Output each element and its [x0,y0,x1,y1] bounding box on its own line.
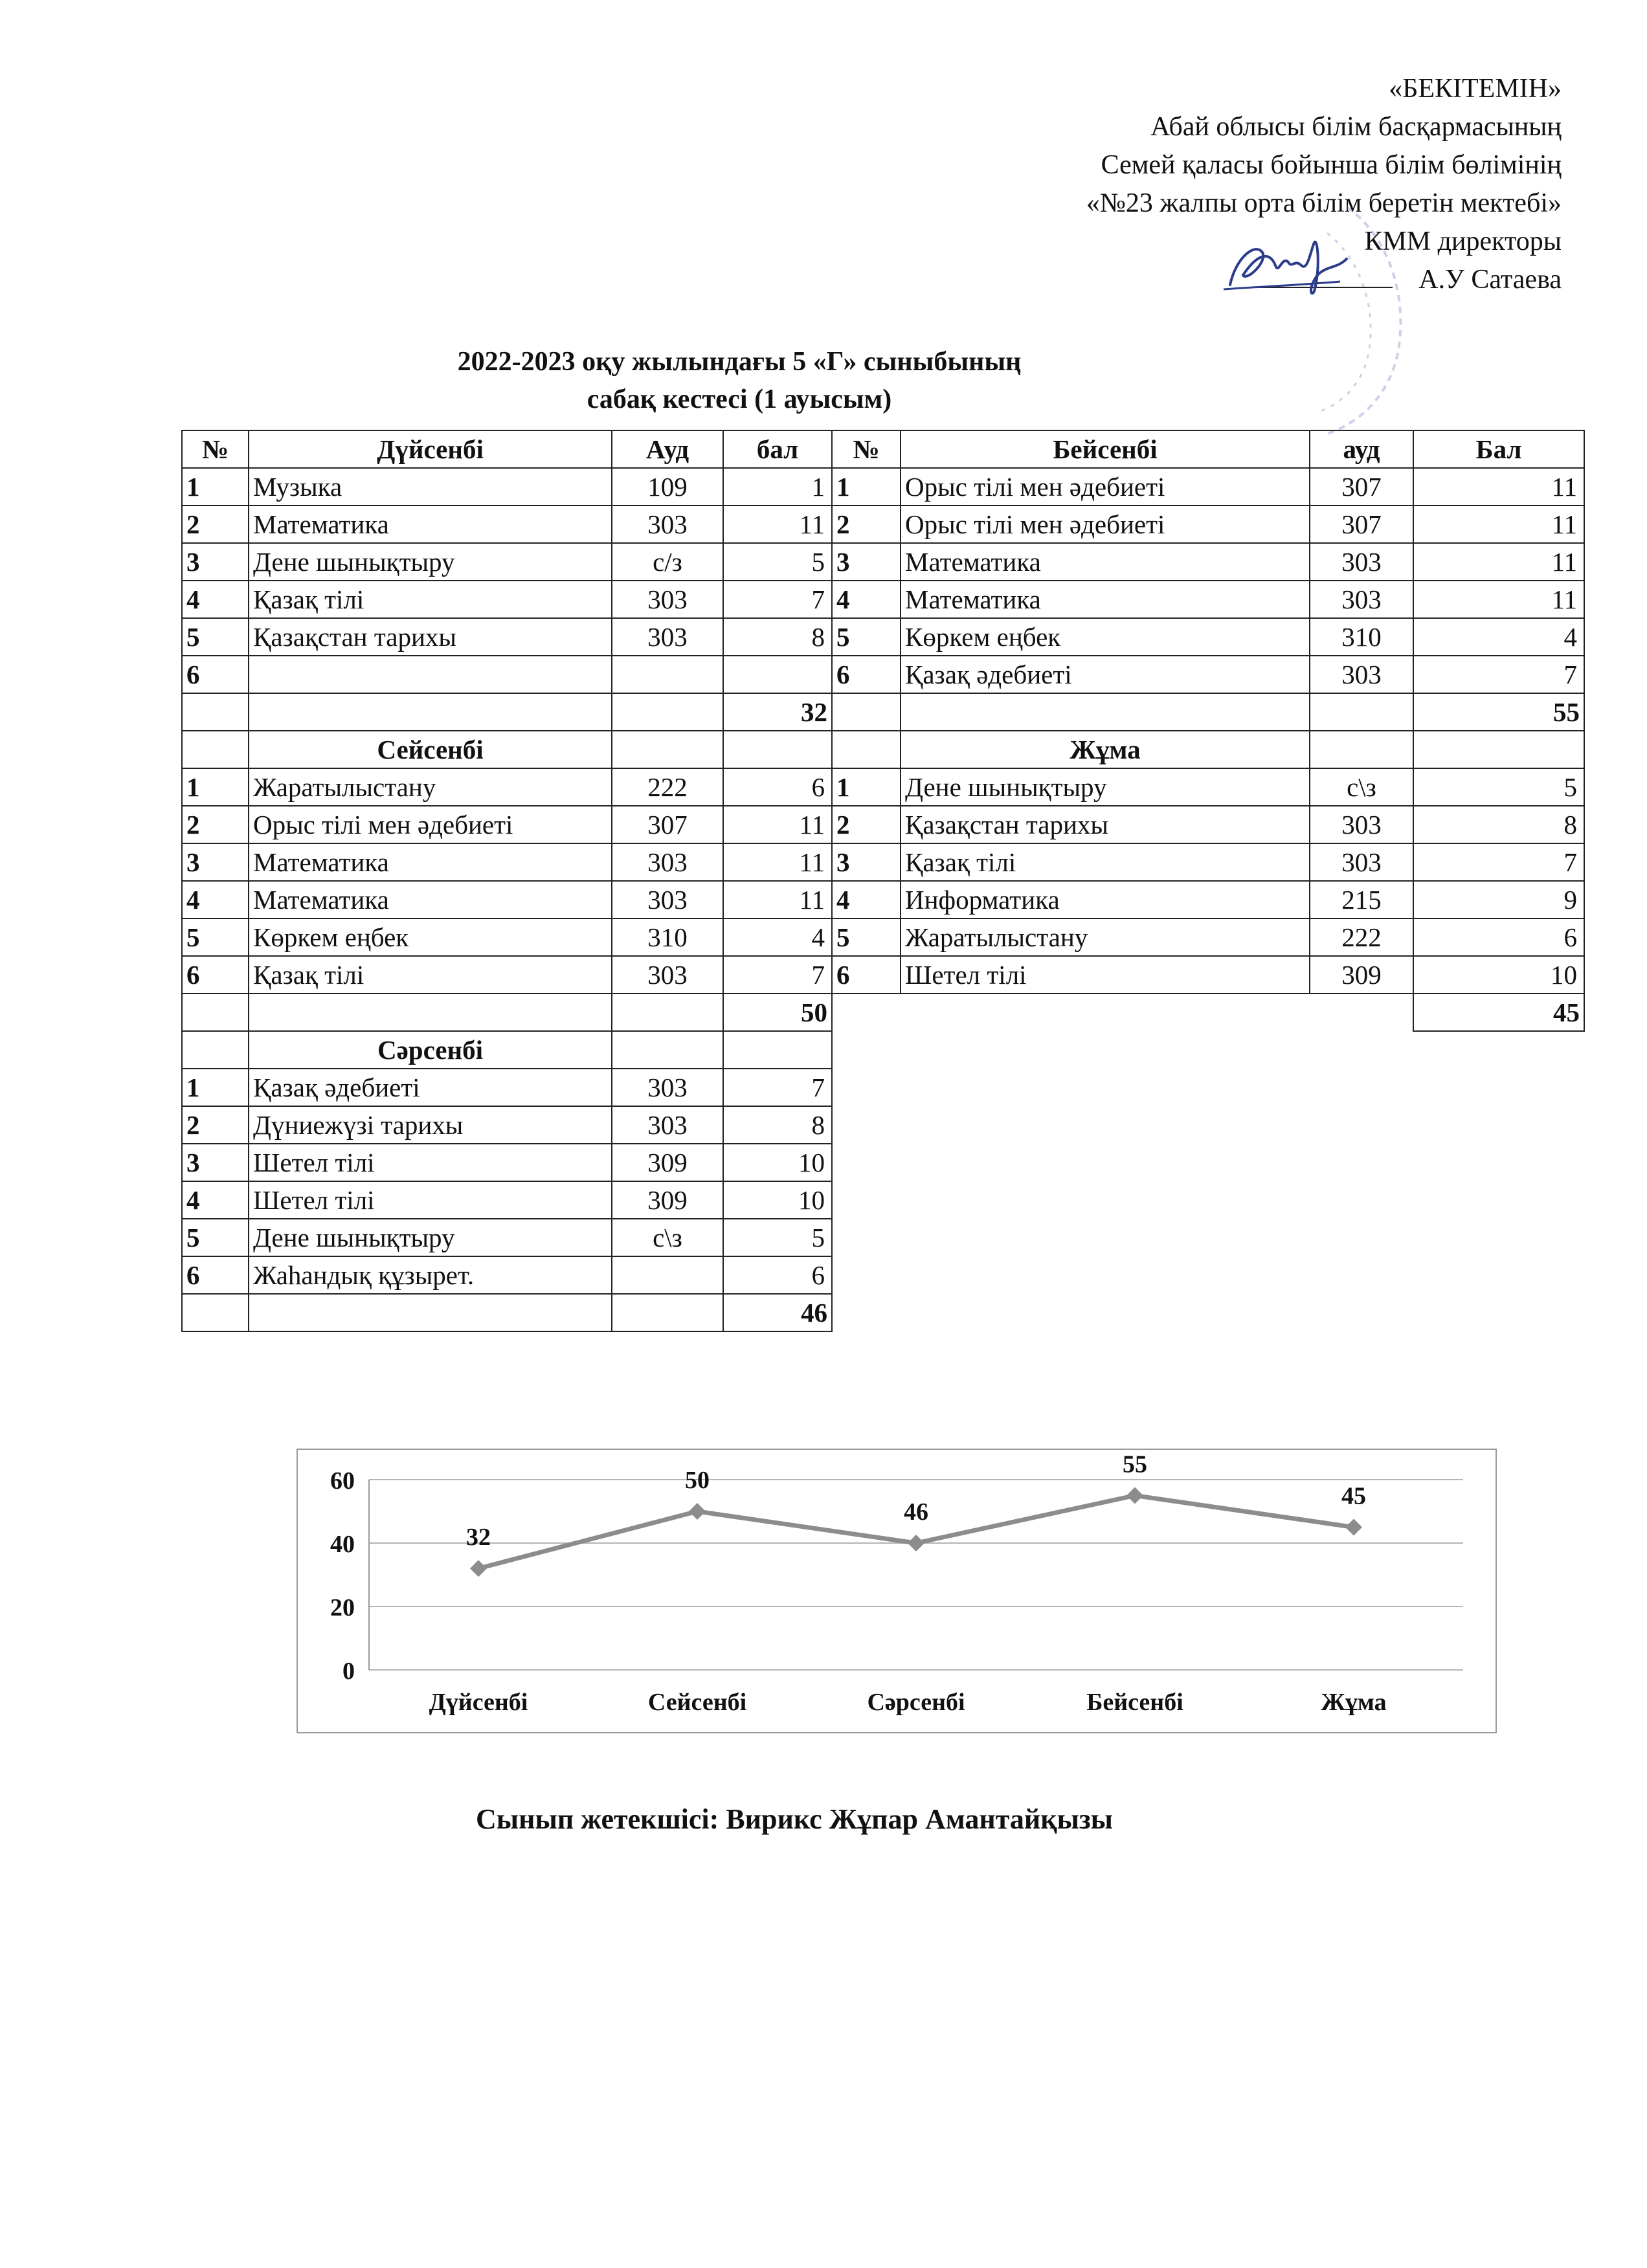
day-header-row [832,731,1584,768]
room-number: 310 [1310,618,1413,656]
lesson-score: 5 [1413,768,1584,806]
lesson-score: 11 [1413,543,1584,581]
empty-cell [182,731,249,768]
table-row [832,581,1584,618]
subject-name: Шетел тілі [249,1144,612,1181]
title-line-2: сабақ кестесі (1 ауысым) [587,384,892,414]
approval-block [849,70,1562,299]
room-number: 303 [1310,843,1413,881]
header-score: Бал [1413,430,1584,468]
empty-cell [182,1031,249,1069]
lesson-number: 3 [182,1144,249,1181]
day-total: 46 [723,1294,832,1331]
data-label: 32 [466,1524,491,1551]
lesson-score: 7 [1413,843,1584,881]
data-label: 45 [1341,1482,1366,1510]
room-number [612,656,723,693]
class-teacher-text: Сынып жетекшісі: Вирикс Жұпар Амантайқызы [476,1803,1113,1835]
table-row [182,1106,832,1144]
empty-cell [832,731,901,768]
total-row [182,693,832,731]
total-row [182,1294,832,1331]
x-tick-label: Сәрсенбі [867,1689,965,1716]
lesson-number: 1 [832,768,901,806]
y-tick-label: 60 [330,1467,355,1495]
room-number: 303 [612,956,723,994]
table-row [832,468,1584,506]
lesson-number: 2 [832,506,901,543]
table-row [182,1219,832,1256]
lesson-score: 4 [1413,618,1584,656]
chart-svg [298,1450,1496,1732]
table-row [182,656,832,693]
table-header-row [182,430,832,468]
lesson-score: 5 [723,543,832,581]
right-schedule-table [831,430,1585,1032]
lesson-number: 2 [182,806,249,843]
room-number: 109 [612,468,723,506]
subject-name: Жаһандық құзырет. [249,1256,612,1294]
lesson-number: 4 [832,581,901,618]
class-teacher-line [0,1803,1647,1836]
table-row [832,618,1584,656]
y-tick-label: 0 [342,1658,355,1685]
lesson-number: 5 [832,618,901,656]
lesson-number: 4 [182,1181,249,1219]
data-label: 50 [685,1467,710,1494]
header-num: № [182,430,249,468]
data-point-marker [470,1560,487,1577]
room-number: 309 [612,1144,723,1181]
empty-cell [901,693,1310,731]
lesson-score: 10 [723,1144,832,1181]
day-name: Сәрсенбі [249,1031,612,1069]
table-row [832,918,1584,956]
day-name: Жұма [901,731,1310,768]
empty-cell [612,731,723,768]
lesson-number: 3 [832,543,901,581]
x-tick-label: Жұма [1321,1689,1387,1716]
table-row [182,843,832,881]
table-row [182,506,832,543]
room-number: 303 [1310,656,1413,693]
director-name: А.У Сатаева [1418,265,1562,295]
table-row [182,806,832,843]
room-number: 307 [1310,506,1413,543]
lesson-score: 10 [1413,956,1584,994]
lesson-number: 5 [182,1219,249,1256]
lesson-score: 7 [723,1069,832,1106]
subject-name: Дене шынықтыру [249,543,612,581]
empty-cell [182,1294,249,1331]
header-room: ауд [1310,430,1413,468]
day-total: 45 [1413,994,1584,1031]
empty-cell [723,1031,832,1069]
room-number: 303 [612,1069,723,1106]
room-number: 215 [1310,881,1413,918]
approval-school-line: «№23 жалпы орта білім беретін мектебі» [1086,188,1562,218]
data-point-marker [908,1535,924,1551]
room-number: 309 [1310,956,1413,994]
lesson-number: 1 [182,468,249,506]
lesson-score: 9 [1413,881,1584,918]
lesson-number: 1 [182,1069,249,1106]
room-number: 303 [612,618,723,656]
table-row [182,543,832,581]
lesson-score: 1 [723,468,832,506]
subject-name: Жаратылыстану [249,768,612,806]
subject-name: Көркем еңбек [249,918,612,956]
day-name: Сейсенбі [249,731,612,768]
x-tick-label: Дүйсенбі [429,1689,528,1716]
total-row [832,693,1584,731]
table-row [832,843,1584,881]
subject-name: Музыка [249,468,612,506]
lesson-number: 5 [182,918,249,956]
table-row [832,543,1584,581]
subject-name: Математика [249,506,612,543]
table-row [182,1144,832,1181]
table-header-row [832,430,1584,468]
empty-cell [1413,731,1584,768]
subject-name: Қазақстан тарихы [249,618,612,656]
data-point-marker [1126,1487,1143,1504]
lesson-score [723,656,832,693]
lesson-score: 7 [723,581,832,618]
room-number: с\з [612,1219,723,1256]
x-tick-label: Сейсенбі [647,1689,747,1716]
empty-cell [249,994,612,1031]
subject-name: Дүниежүзі тарихы [249,1106,612,1144]
empty-cell [612,1294,723,1331]
room-number: с/з [612,543,723,581]
header-room: Ауд [612,430,723,468]
lesson-number: 1 [832,468,901,506]
table-row [832,768,1584,806]
header-num: № [832,430,901,468]
approval-heading: «БЕКІТЕМІН» [1389,74,1562,104]
subject-name: Орыс тілі мен әдебиеті [901,468,1310,506]
table-row [182,918,832,956]
lesson-score: 6 [723,1256,832,1294]
lesson-number: 2 [832,806,901,843]
day-header-row [182,1031,832,1069]
room-number: 222 [612,768,723,806]
table-row [182,1069,832,1106]
total-row [182,994,832,1031]
lesson-score: 11 [723,806,832,843]
y-tick-label: 20 [330,1594,355,1621]
lesson-number: 6 [182,656,249,693]
lesson-number: 4 [182,881,249,918]
day-header-row [182,731,832,768]
approval-dept-line: Семей қаласы бойынша білім бөлімінің [1101,150,1562,180]
data-label: 55 [1123,1451,1147,1478]
lesson-score: 11 [1413,468,1584,506]
lesson-score: 11 [723,881,832,918]
empty-cell [612,693,723,731]
subject-name: Математика [249,881,612,918]
lesson-number: 5 [832,918,901,956]
total-row [832,994,1584,1031]
table-row [182,618,832,656]
lesson-score: 11 [723,843,832,881]
empty-cell [182,994,249,1031]
subject-name: Дене шынықтыру [249,1219,612,1256]
lesson-number: 3 [832,843,901,881]
lesson-number: 4 [832,881,901,918]
empty-cell [249,693,612,731]
lesson-number: 6 [182,1256,249,1294]
approval-org-line: Абай облысы білім басқармасының [1150,112,1562,142]
subject-name: Дене шынықтыру [901,768,1310,806]
lesson-score: 4 [723,918,832,956]
table-row [832,956,1584,994]
table-row [182,956,832,994]
x-tick-label: Бейсенбі [1086,1689,1183,1716]
subject-name: Математика [901,543,1310,581]
lesson-number: 6 [832,956,901,994]
y-tick-label: 40 [330,1531,355,1558]
lesson-number: 2 [182,1106,249,1144]
subject-name: Математика [901,581,1310,618]
data-label: 46 [904,1498,928,1526]
lesson-number: 3 [182,543,249,581]
empty-cell [901,994,1310,1031]
lesson-number: 3 [182,843,249,881]
title-line-1: 2022-2023 оқу жылындағы 5 «Г» сыныбының [457,347,1022,377]
empty-cell [612,994,723,1031]
subject-name: Орыс тілі мен әдебиеті [249,806,612,843]
room-number: 307 [1310,468,1413,506]
data-point-marker [689,1503,706,1520]
table-row [832,656,1584,693]
lesson-score: 11 [1413,581,1584,618]
lesson-score: 8 [723,1106,832,1144]
room-number: 303 [612,881,723,918]
subject-name: Математика [249,843,612,881]
lesson-score: 8 [723,618,832,656]
room-number: 303 [1310,806,1413,843]
table-row [832,881,1584,918]
day-total: 32 [723,693,832,731]
lesson-score: 6 [1413,918,1584,956]
subject-name: Қазақ тілі [249,956,612,994]
empty-cell [182,693,249,731]
subject-name: Қазақстан тарихы [901,806,1310,843]
subject-name: Информатика [901,881,1310,918]
room-number [612,1256,723,1294]
header-day: Бейсенбі [901,430,1310,468]
subject-name [249,656,612,693]
day-total: 50 [723,994,832,1031]
header-score: бал [723,430,832,468]
room-number: 303 [612,506,723,543]
lesson-score: 7 [1413,656,1584,693]
lesson-number: 4 [182,581,249,618]
schedule-title [0,343,1647,418]
subject-name: Көркем еңбек [901,618,1310,656]
subject-name: Қазақ тілі [249,581,612,618]
subject-name: Орыс тілі мен әдебиеті [901,506,1310,543]
empty-cell [612,1031,723,1069]
lesson-score: 7 [723,956,832,994]
table-row [832,506,1584,543]
weekly-load-chart [297,1449,1497,1733]
table-row [182,881,832,918]
left-table-body [182,468,832,1331]
table-row [182,1256,832,1294]
subject-name: Қазақ әдебиеті [249,1069,612,1106]
approval-signature-line [849,261,1562,299]
lesson-score: 8 [1413,806,1584,843]
left-schedule-table [181,430,833,1332]
lesson-score: 11 [1413,506,1584,543]
empty-cell [723,731,832,768]
room-number: с\з [1310,768,1413,806]
header-day: Дүйсенбі [249,430,612,468]
day-total: 55 [1413,693,1584,731]
empty-cell [832,994,901,1031]
lesson-score: 5 [723,1219,832,1256]
table-row [182,581,832,618]
empty-cell [1310,693,1413,731]
subject-name: Қазақ тілі [901,843,1310,881]
table-row [182,1181,832,1219]
lesson-number: 5 [182,618,249,656]
subject-name: Қазақ әдебиеті [901,656,1310,693]
room-number: 303 [612,581,723,618]
lesson-score: 6 [723,768,832,806]
subject-name: Шетел тілі [249,1181,612,1219]
subject-name: Шетел тілі [901,956,1310,994]
lesson-score: 10 [723,1181,832,1219]
room-number: 222 [1310,918,1413,956]
right-table-body [832,468,1584,1031]
lesson-number: 2 [182,506,249,543]
lesson-number: 6 [182,956,249,994]
room-number: 303 [612,1106,723,1144]
room-number: 307 [612,806,723,843]
table-row [182,768,832,806]
room-number: 303 [1310,543,1413,581]
subject-name: Жаратылыстану [901,918,1310,956]
room-number: 310 [612,918,723,956]
data-point-marker [1345,1519,1362,1536]
approval-position-line: КММ директоры [1364,227,1562,256]
room-number: 303 [612,843,723,881]
table-row [182,468,832,506]
lesson-number: 6 [832,656,901,693]
empty-cell [1310,994,1413,1031]
empty-cell [832,693,901,731]
lesson-number: 1 [182,768,249,806]
room-number: 309 [612,1181,723,1219]
table-row [832,806,1584,843]
lesson-score: 11 [723,506,832,543]
empty-cell [249,1294,612,1331]
room-number: 303 [1310,581,1413,618]
empty-cell [1310,731,1413,768]
